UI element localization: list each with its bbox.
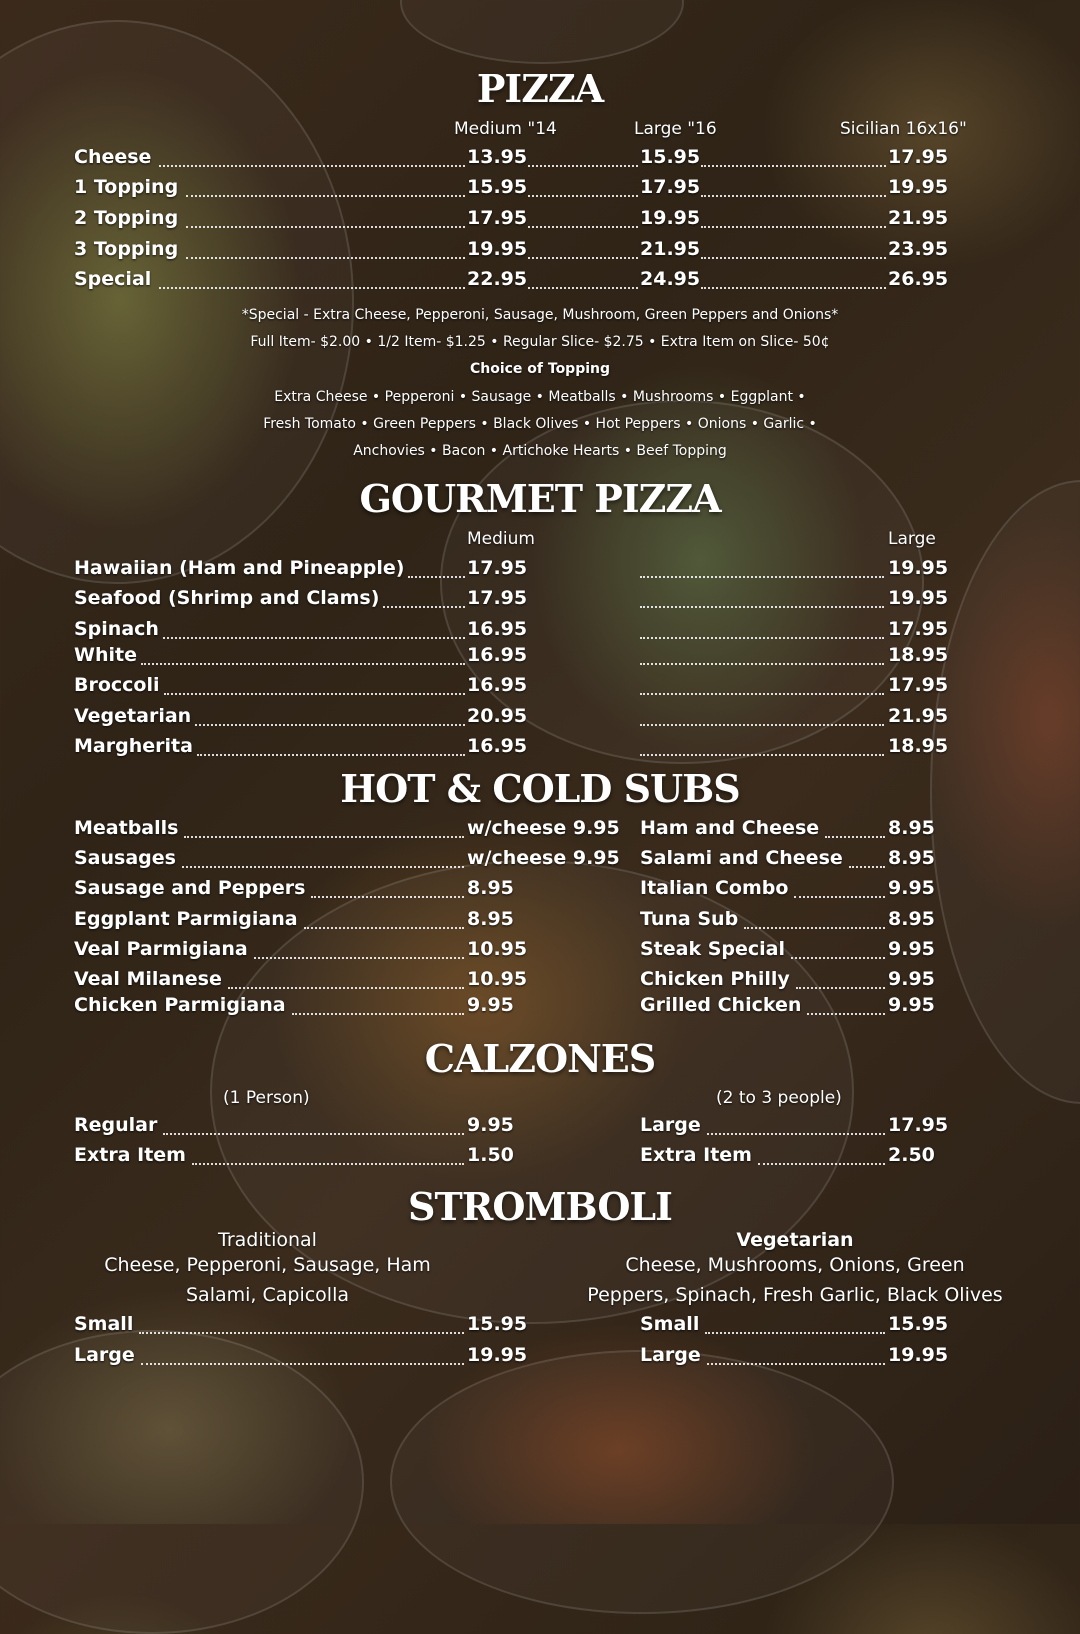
dot-leader bbox=[701, 195, 886, 197]
dot-leader bbox=[791, 957, 885, 959]
dot-leader bbox=[640, 606, 884, 608]
dot-leader bbox=[701, 287, 886, 289]
dot-leader bbox=[184, 836, 464, 838]
sub-item-price: 8.95 bbox=[888, 847, 935, 869]
dot-leader bbox=[701, 257, 886, 259]
sub-item-name: Eggplant Parmigiana bbox=[74, 908, 298, 930]
calzone-item-price: 2.50 bbox=[888, 1144, 935, 1166]
stromboli-description: Peppers, Spinach, Fresh Garlic, Black Olives bbox=[587, 1284, 1003, 1306]
sub-item-name: Sausages bbox=[74, 847, 176, 869]
gourmet-item-name: Hawaiian (Ham and Pineapple) bbox=[74, 557, 405, 579]
pizza-item-price: 13.95 bbox=[467, 146, 528, 168]
pizza-item-name: 2 Topping bbox=[74, 207, 179, 229]
gourmet-item-name: Margherita bbox=[74, 735, 193, 757]
dot-leader bbox=[744, 927, 885, 929]
dot-leader bbox=[796, 987, 885, 989]
gourmet-item-price: 19.95 bbox=[888, 587, 949, 609]
gourmet-item-price: 16.95 bbox=[467, 735, 528, 757]
sub-item-name: Sausage and Peppers bbox=[74, 877, 306, 899]
dot-leader bbox=[794, 896, 885, 898]
dot-leader bbox=[141, 663, 465, 665]
dot-leader bbox=[228, 987, 464, 989]
gourmet-item-price: 16.95 bbox=[467, 674, 528, 696]
dot-leader bbox=[159, 165, 465, 167]
pizza-item-name: Cheese bbox=[74, 146, 152, 168]
dot-leader bbox=[640, 754, 884, 756]
gourmet-item-price: 17.95 bbox=[467, 587, 528, 609]
calzones-size-header: (2 to 3 people) bbox=[716, 1088, 842, 1108]
sub-item-price: 8.95 bbox=[888, 817, 935, 839]
pizza-item-name: 3 Topping bbox=[74, 238, 179, 260]
stromboli-description: Cheese, Mushrooms, Onions, Green bbox=[625, 1254, 965, 1276]
calzones-section-title: CALZONES bbox=[424, 1036, 656, 1081]
pizza-section-title: PIZZA bbox=[476, 66, 604, 111]
gourmet-size-header: Medium bbox=[467, 529, 535, 549]
pizza-item-price: 17.95 bbox=[640, 176, 701, 198]
pizza-item-price: 19.95 bbox=[888, 176, 949, 198]
gourmet-item-price: 16.95 bbox=[467, 618, 528, 640]
sub-item-name: Chicken Parmigiana bbox=[74, 994, 286, 1016]
sub-item-price: 8.95 bbox=[467, 877, 514, 899]
gourmet-item-name: Broccoli bbox=[74, 674, 160, 696]
gourmet-item-name: White bbox=[74, 644, 137, 666]
pizza-item-price: 15.95 bbox=[467, 176, 528, 198]
calzone-item-name: Regular bbox=[74, 1114, 158, 1136]
gourmet-section-title: GOURMET PIZZA bbox=[359, 476, 721, 521]
calzone-item-name: Large bbox=[640, 1114, 701, 1136]
dot-leader bbox=[186, 226, 465, 228]
dot-leader bbox=[186, 257, 465, 259]
dot-leader bbox=[182, 866, 464, 868]
pizza-size-header: Sicilian 16x16" bbox=[840, 119, 967, 139]
background-plate bbox=[0, 1330, 364, 1634]
calzone-item-price: 9.95 bbox=[467, 1114, 514, 1136]
dot-leader bbox=[304, 927, 464, 929]
dot-leader bbox=[528, 226, 638, 228]
calzones-size-header: (1 Person) bbox=[223, 1088, 310, 1108]
pizza-note: Fresh Tomato • Green Peppers • Black Olives • Hot Peppers • Onions • Garlic • bbox=[263, 416, 817, 432]
calzone-item-name: Extra Item bbox=[74, 1144, 186, 1166]
sub-item-name: Italian Combo bbox=[640, 877, 789, 899]
dot-leader bbox=[159, 287, 465, 289]
pizza-item-name: Special bbox=[74, 268, 152, 290]
stromboli-type-header: Vegetarian bbox=[736, 1229, 854, 1251]
dot-leader bbox=[825, 836, 885, 838]
pizza-item-price: 15.95 bbox=[640, 146, 701, 168]
gourmet-size-header: Large bbox=[888, 529, 936, 549]
sub-item-price: w/cheese 9.95 bbox=[467, 847, 620, 869]
stromboli-item-name: Large bbox=[640, 1344, 701, 1366]
dot-leader bbox=[383, 606, 465, 608]
sub-item-price: 9.95 bbox=[888, 968, 935, 990]
dot-leader bbox=[186, 195, 465, 197]
dot-leader bbox=[254, 957, 464, 959]
dot-leader bbox=[849, 866, 885, 868]
gourmet-item-price: 18.95 bbox=[888, 644, 949, 666]
dot-leader bbox=[192, 1163, 464, 1165]
pizza-item-price: 17.95 bbox=[467, 207, 528, 229]
gourmet-item-price: 20.95 bbox=[467, 705, 528, 727]
gourmet-item-price: 21.95 bbox=[888, 705, 949, 727]
dot-leader bbox=[141, 1363, 464, 1365]
dot-leader bbox=[292, 1013, 464, 1015]
dot-leader bbox=[640, 637, 884, 639]
pizza-size-header: Large "16 bbox=[634, 119, 717, 139]
stromboli-item-name: Small bbox=[74, 1313, 134, 1335]
subs-section-title: HOT & COLD SUBS bbox=[340, 766, 740, 811]
pizza-note: Anchovies • Bacon • Artichoke Hearts • Beef Topping bbox=[353, 443, 727, 459]
dot-leader bbox=[701, 226, 886, 228]
gourmet-item-price: 17.95 bbox=[888, 618, 949, 640]
sub-item-price: 10.95 bbox=[467, 938, 528, 960]
dot-leader bbox=[164, 693, 465, 695]
stromboli-description: Cheese, Pepperoni, Sausage, Ham bbox=[104, 1254, 431, 1276]
stromboli-item-price: 19.95 bbox=[888, 1344, 949, 1366]
dot-leader bbox=[640, 663, 884, 665]
dot-leader bbox=[528, 195, 638, 197]
sub-item-name: Steak Special bbox=[640, 938, 786, 960]
dot-leader bbox=[701, 165, 886, 167]
calzone-item-price: 17.95 bbox=[888, 1114, 949, 1136]
dot-leader bbox=[139, 1332, 464, 1334]
gourmet-item-price: 18.95 bbox=[888, 735, 949, 757]
dot-leader bbox=[640, 724, 884, 726]
gourmet-item-price: 17.95 bbox=[888, 674, 949, 696]
pizza-item-price: 21.95 bbox=[888, 207, 949, 229]
gourmet-item-name: Seafood (Shrimp and Clams) bbox=[74, 587, 380, 609]
pizza-note: Choice of Topping bbox=[469, 361, 611, 377]
stromboli-item-name: Large bbox=[74, 1344, 135, 1366]
gourmet-item-price: 19.95 bbox=[888, 557, 949, 579]
pizza-item-price: 24.95 bbox=[640, 268, 701, 290]
dot-leader bbox=[758, 1163, 885, 1165]
pizza-item-price: 21.95 bbox=[640, 238, 701, 260]
stromboli-item-name: Small bbox=[640, 1313, 700, 1335]
sub-item-name: Meatballs bbox=[74, 817, 179, 839]
sub-item-price: 8.95 bbox=[467, 908, 514, 930]
dot-leader bbox=[311, 896, 464, 898]
sub-item-name: Grilled Chicken bbox=[640, 994, 802, 1016]
stromboli-item-price: 15.95 bbox=[467, 1313, 528, 1335]
pizza-item-price: 22.95 bbox=[467, 268, 528, 290]
dot-leader bbox=[528, 287, 638, 289]
sub-item-price: 9.95 bbox=[888, 994, 935, 1016]
pizza-item-price: 23.95 bbox=[888, 238, 949, 260]
dot-leader bbox=[705, 1332, 885, 1334]
dot-leader bbox=[163, 1133, 464, 1135]
stromboli-item-price: 15.95 bbox=[888, 1313, 949, 1335]
pizza-item-price: 19.95 bbox=[467, 238, 528, 260]
sub-item-name: Veal Milanese bbox=[74, 968, 222, 990]
dot-leader bbox=[640, 576, 884, 578]
sub-item-price: w/cheese 9.95 bbox=[467, 817, 620, 839]
sub-item-price: 8.95 bbox=[888, 908, 935, 930]
gourmet-item-name: Vegetarian bbox=[74, 705, 192, 727]
sub-item-price: 9.95 bbox=[888, 877, 935, 899]
gourmet-item-name: Spinach bbox=[74, 618, 159, 640]
stromboli-description: Salami, Capicolla bbox=[185, 1284, 349, 1306]
stromboli-item-price: 19.95 bbox=[467, 1344, 528, 1366]
dot-leader bbox=[197, 754, 465, 756]
dot-leader bbox=[408, 576, 465, 578]
pizza-item-price: 19.95 bbox=[640, 207, 701, 229]
pizza-item-price: 17.95 bbox=[888, 146, 949, 168]
dot-leader bbox=[640, 693, 884, 695]
pizza-item-name: 1 Topping bbox=[74, 176, 179, 198]
stromboli-section-title: STROMBOLI bbox=[408, 1184, 672, 1229]
sub-item-name: Ham and Cheese bbox=[640, 817, 820, 839]
dot-leader bbox=[707, 1133, 885, 1135]
dot-leader bbox=[528, 165, 638, 167]
sub-item-name: Tuna Sub bbox=[640, 908, 739, 930]
sub-item-price: 9.95 bbox=[888, 938, 935, 960]
sub-item-name: Chicken Philly bbox=[640, 968, 790, 990]
pizza-note: Extra Cheese • Pepperoni • Sausage • Meatballs • Mushrooms • Eggplant • bbox=[274, 389, 806, 405]
pizza-note: *Special - Extra Cheese, Pepperoni, Sausage, Mushroom, Green Peppers and Onions* bbox=[241, 307, 839, 323]
sub-item-name: Veal Parmigiana bbox=[74, 938, 248, 960]
pizza-note: Full Item- $2.00 • 1/2 Item- $1.25 • Regular Slice- $2.75 • Extra Item on Slice- 50¢ bbox=[250, 334, 830, 350]
sub-item-price: 10.95 bbox=[467, 968, 528, 990]
dot-leader bbox=[163, 637, 465, 639]
pizza-size-header: Medium "14 bbox=[454, 119, 557, 139]
background-plate bbox=[400, 0, 684, 64]
stromboli-type-header: Traditional bbox=[218, 1229, 317, 1251]
background-plate bbox=[390, 1350, 894, 1614]
dot-leader bbox=[195, 724, 465, 726]
dot-leader bbox=[528, 257, 638, 259]
gourmet-item-price: 17.95 bbox=[467, 557, 528, 579]
pizza-item-price: 26.95 bbox=[888, 268, 949, 290]
gourmet-item-price: 16.95 bbox=[467, 644, 528, 666]
calzone-item-price: 1.50 bbox=[467, 1144, 514, 1166]
dot-leader bbox=[807, 1013, 885, 1015]
sub-item-price: 9.95 bbox=[467, 994, 514, 1016]
dot-leader bbox=[707, 1363, 885, 1365]
calzone-item-name: Extra Item bbox=[640, 1144, 752, 1166]
sub-item-name: Salami and Cheese bbox=[640, 847, 843, 869]
